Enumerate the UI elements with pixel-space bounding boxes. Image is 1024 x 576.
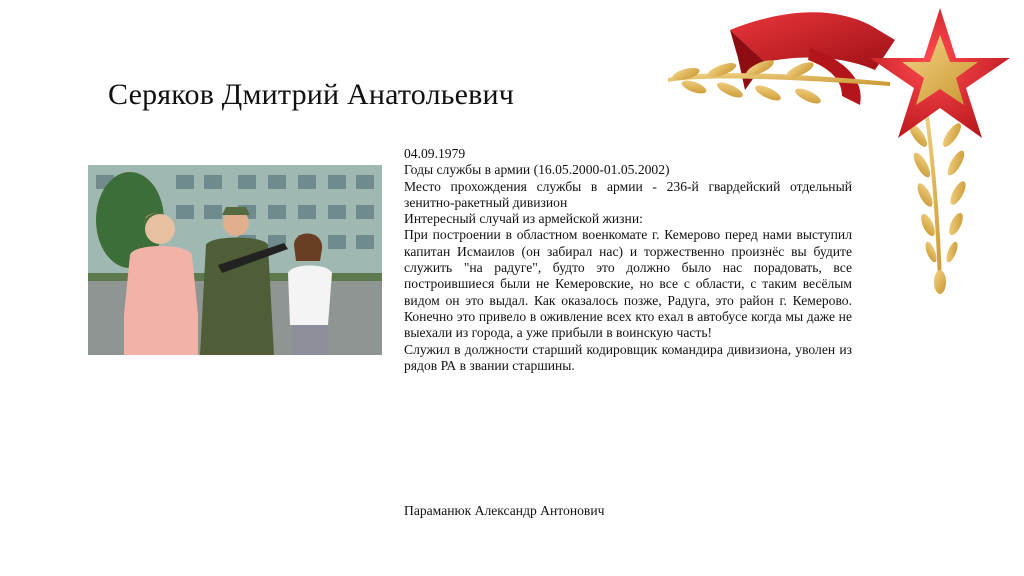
family-photo — [88, 165, 382, 355]
case-heading: Интересный случай из армейской жизни: — [404, 211, 643, 227]
biography-text — [404, 146, 852, 374]
service-place: Место прохождения службы в армии - 236-й гвардейский отдельный зенитно-ракетный дивизион — [404, 178, 852, 210]
author-name: Параманюк Александр Антонович — [404, 503, 605, 518]
position-text: Служил в должности старший кодировщик командира дивизиона, уволен из рядов РА в звании старшины. — [404, 341, 852, 373]
birth-date: 04.09.1979 — [404, 146, 466, 161]
service-years: Годы службы в армии (16.05.2000-01.05.2002) — [404, 162, 670, 178]
case-text: При построении в областном военкомате г. Кемерово перед нами выступил капитан Исмаилов (он забирал нас) и торжественно произнёс вы будите служить "на радуге", будто это должно было нас порадовать, все построившиеся были не Кемеровские, но все с области, с таким весёлым видом он это выдал. Как оказалось позже, Радуга, это район г. Кемерово. Конечно это привело в оживление всех кто ехал в автобусе когда мы даже не выехали из города, а уже прибыли в воинскую часть! — [404, 227, 852, 341]
page-title: Серяков Дмитрий Анатольевич — [108, 78, 515, 111]
